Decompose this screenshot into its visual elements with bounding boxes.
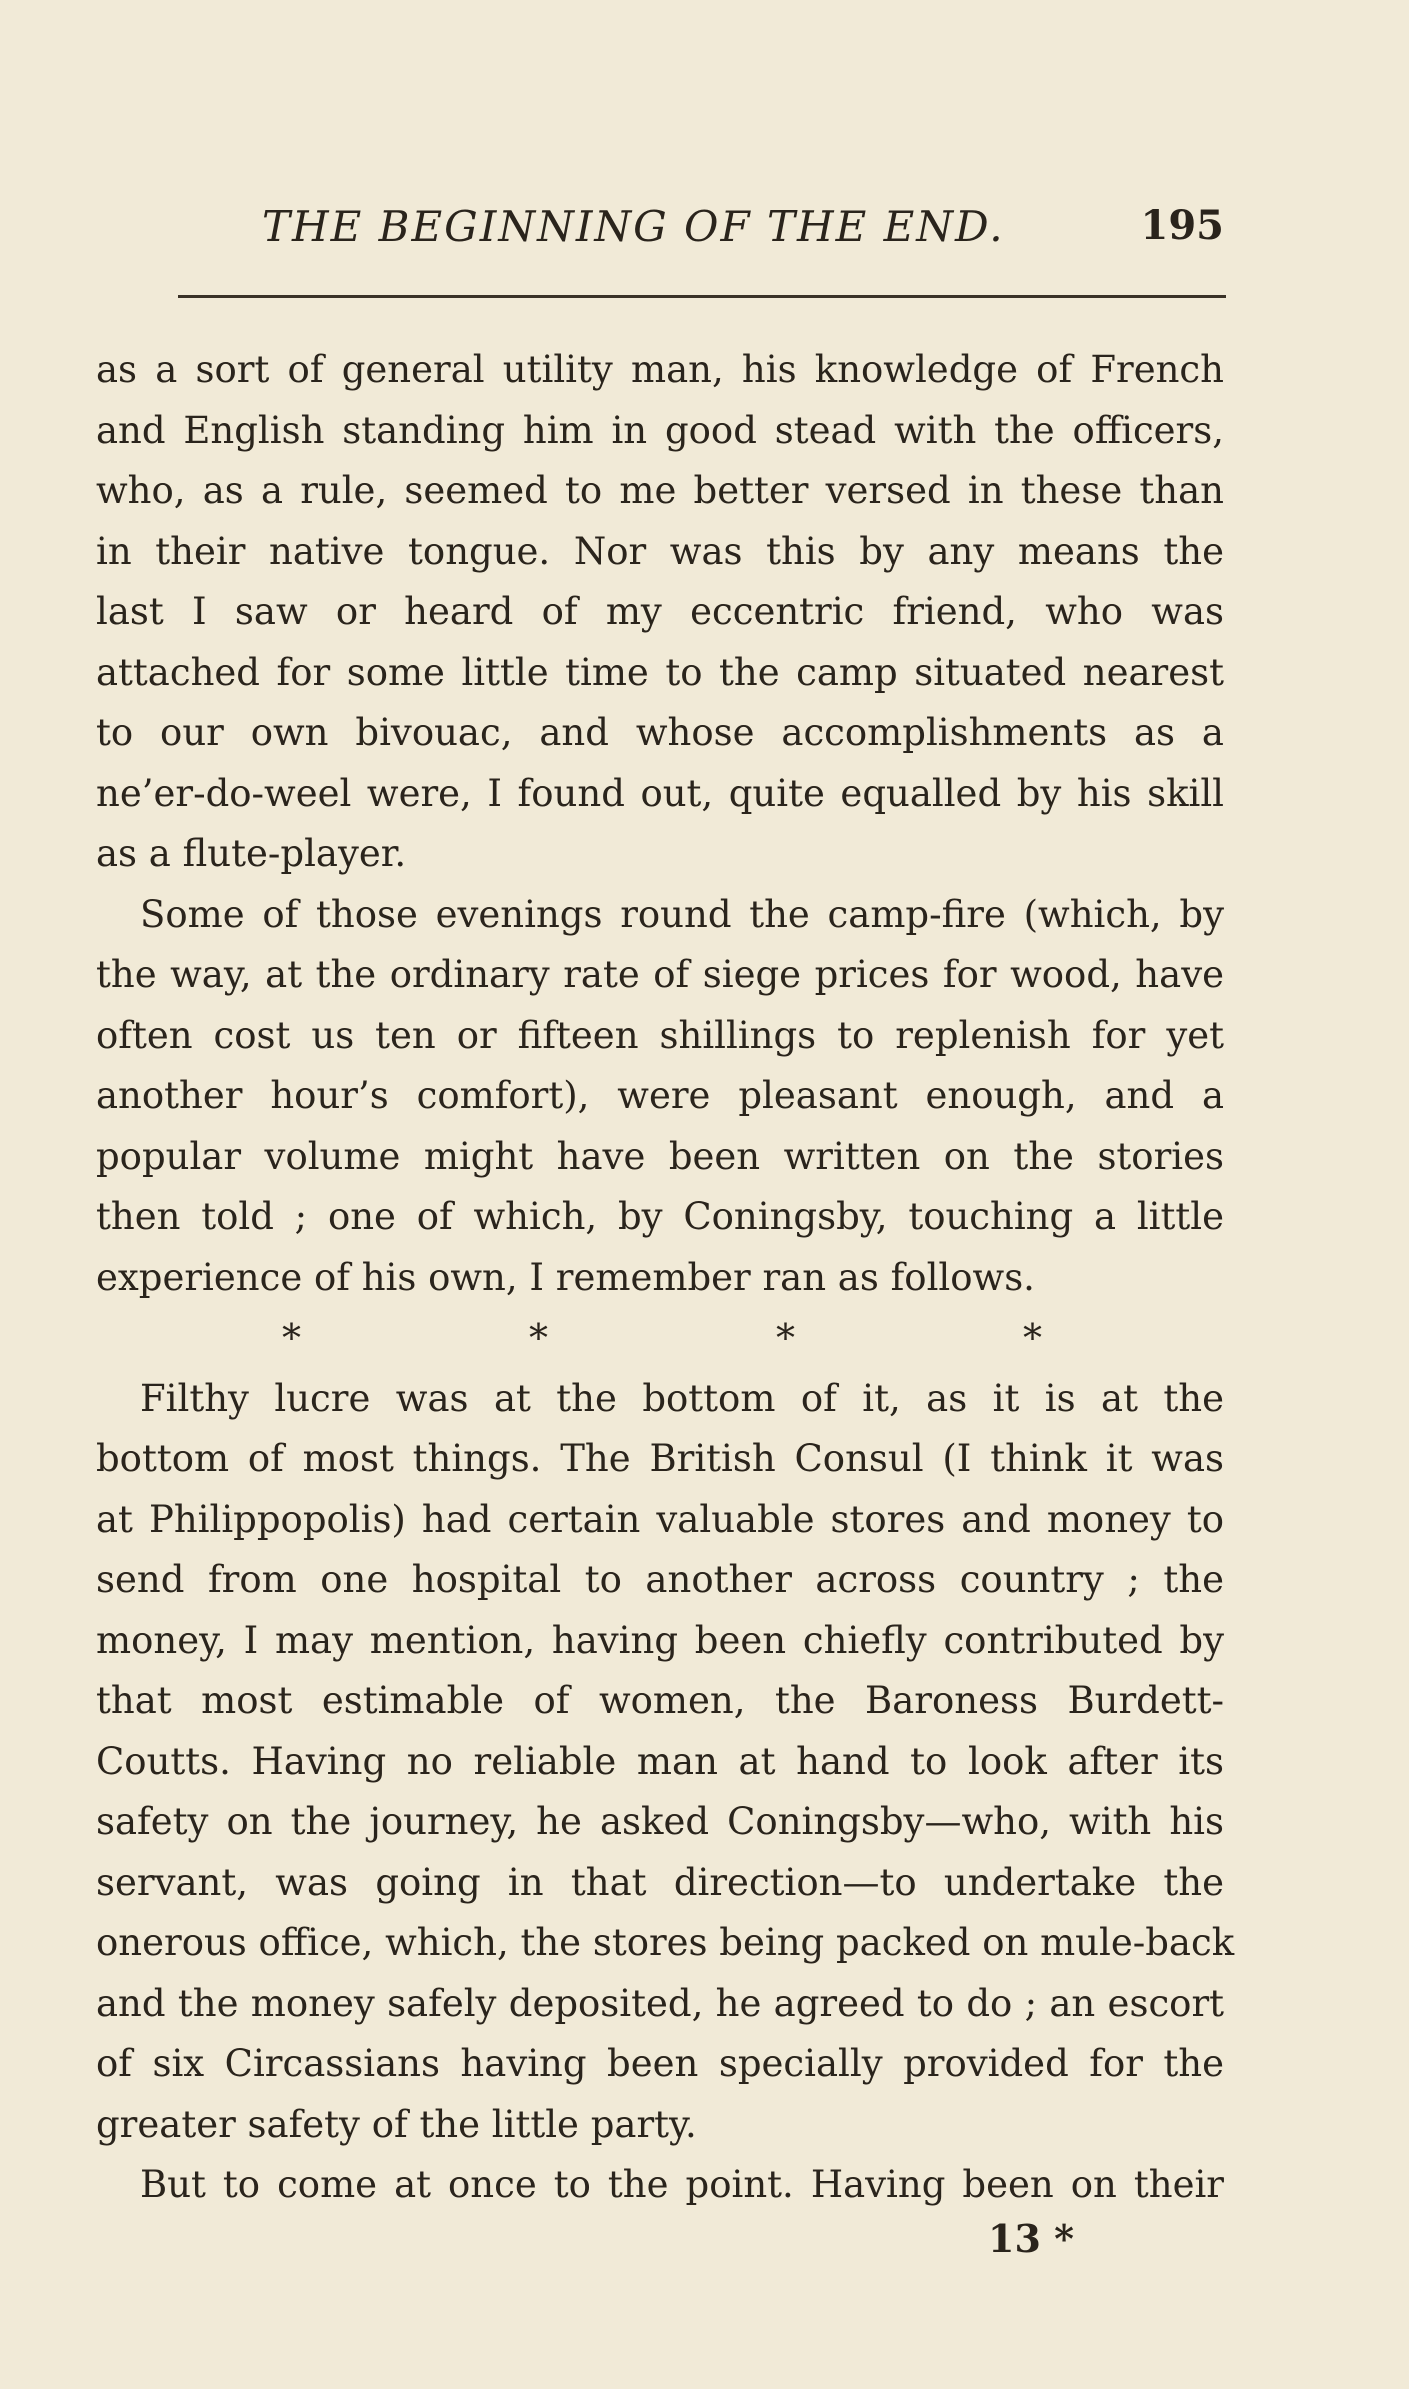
section-break bbox=[282, 1308, 1042, 1369]
text-line: as a sort of general utility man, his knowledge of French bbox=[96, 348, 1224, 391]
text-line: attached for some little time to the camp situated nearest bbox=[96, 650, 1224, 694]
text-line: safety on the journey, he asked Coningsby—who, with his bbox=[96, 1800, 1224, 1843]
text-line: another hour’s comfort), were pleasant enough, and a bbox=[96, 1074, 1224, 1117]
text-line: last I saw or heard of my eccentric friend, who was bbox=[96, 590, 1224, 633]
text-line: of six Circassians having been specially provided for the bbox=[96, 2042, 1224, 2085]
text-line: ne’er-do-weel were, I found out, quite equalled by his skill bbox=[96, 771, 1224, 815]
header-rule bbox=[178, 295, 1226, 298]
asterisk-divider: * bbox=[1023, 1316, 1042, 1360]
paragraph bbox=[96, 885, 1224, 1309]
text-line: in their native tongue. Nor was this by any means the bbox=[96, 529, 1224, 573]
text-line: Filthy lucre was at the bottom of it, as it is at the bbox=[140, 1376, 1224, 1420]
text-line: greater safety of the little party. bbox=[96, 2102, 697, 2146]
text-line: onerous office, which, the stores being packed on mule-back bbox=[96, 1921, 1235, 1964]
signature-mark: 13 * bbox=[988, 2216, 1074, 2261]
text-line: then told ; one of which, by Coningsby, touching a little bbox=[96, 1195, 1224, 1238]
text-line: at Philippopolis) had certain valuable stores and money to bbox=[96, 1497, 1224, 1541]
paragraph bbox=[96, 2155, 1224, 2216]
text-line: and English standing him in good stead with the officers, bbox=[96, 408, 1224, 452]
text-line: to our own bivouac, and whose accomplishments as a bbox=[96, 711, 1224, 754]
text-line: often cost us ten or fifteen shillings to replenish for yet bbox=[96, 1013, 1224, 1057]
text-line: the way, at the ordinary rate of siege prices for wood, have bbox=[96, 953, 1224, 996]
text-line: popular volume might have been written on the stories bbox=[96, 1134, 1224, 1178]
paragraph bbox=[96, 1369, 1235, 2156]
body-text bbox=[96, 340, 1235, 2216]
text-line: Coutts. Having no reliable man at hand to look after its bbox=[96, 1739, 1224, 1783]
page-number: 195 bbox=[1140, 202, 1224, 249]
text-line: bottom of most things. The British Consul (I think it was bbox=[96, 1437, 1224, 1480]
paragraph bbox=[96, 340, 1224, 885]
text-line: as a flute-player. bbox=[96, 832, 407, 875]
text-line: money, I may mention, having been chiefly contributed by bbox=[96, 1618, 1224, 1662]
running-head: THE BEGINNING OF THE END. bbox=[262, 202, 1005, 251]
text-line: send from one hospital to another across country ; the bbox=[96, 1558, 1224, 1601]
text-line: and the money safely deposited, he agreed to do ; an escort bbox=[96, 1981, 1224, 2025]
text-line: that most estimable of women, the Baroness Burdett- bbox=[96, 1679, 1224, 1722]
asterisk-divider: * bbox=[776, 1316, 795, 1360]
asterisk-divider: * bbox=[529, 1316, 548, 1360]
text-line: servant, was going in that direction—to undertake the bbox=[96, 1860, 1224, 1904]
text-line: But to come at once to the point. Having been on their bbox=[140, 2163, 1224, 2206]
text-line: experience of his own, I remember ran as follows. bbox=[96, 1255, 1035, 1299]
text-line: who, as a rule, seemed to me better versed in these than bbox=[96, 469, 1224, 512]
page-header bbox=[262, 202, 1224, 262]
asterisk-divider: * bbox=[282, 1316, 301, 1360]
text-line: Some of those evenings round the camp-fire (which, by bbox=[140, 892, 1224, 936]
